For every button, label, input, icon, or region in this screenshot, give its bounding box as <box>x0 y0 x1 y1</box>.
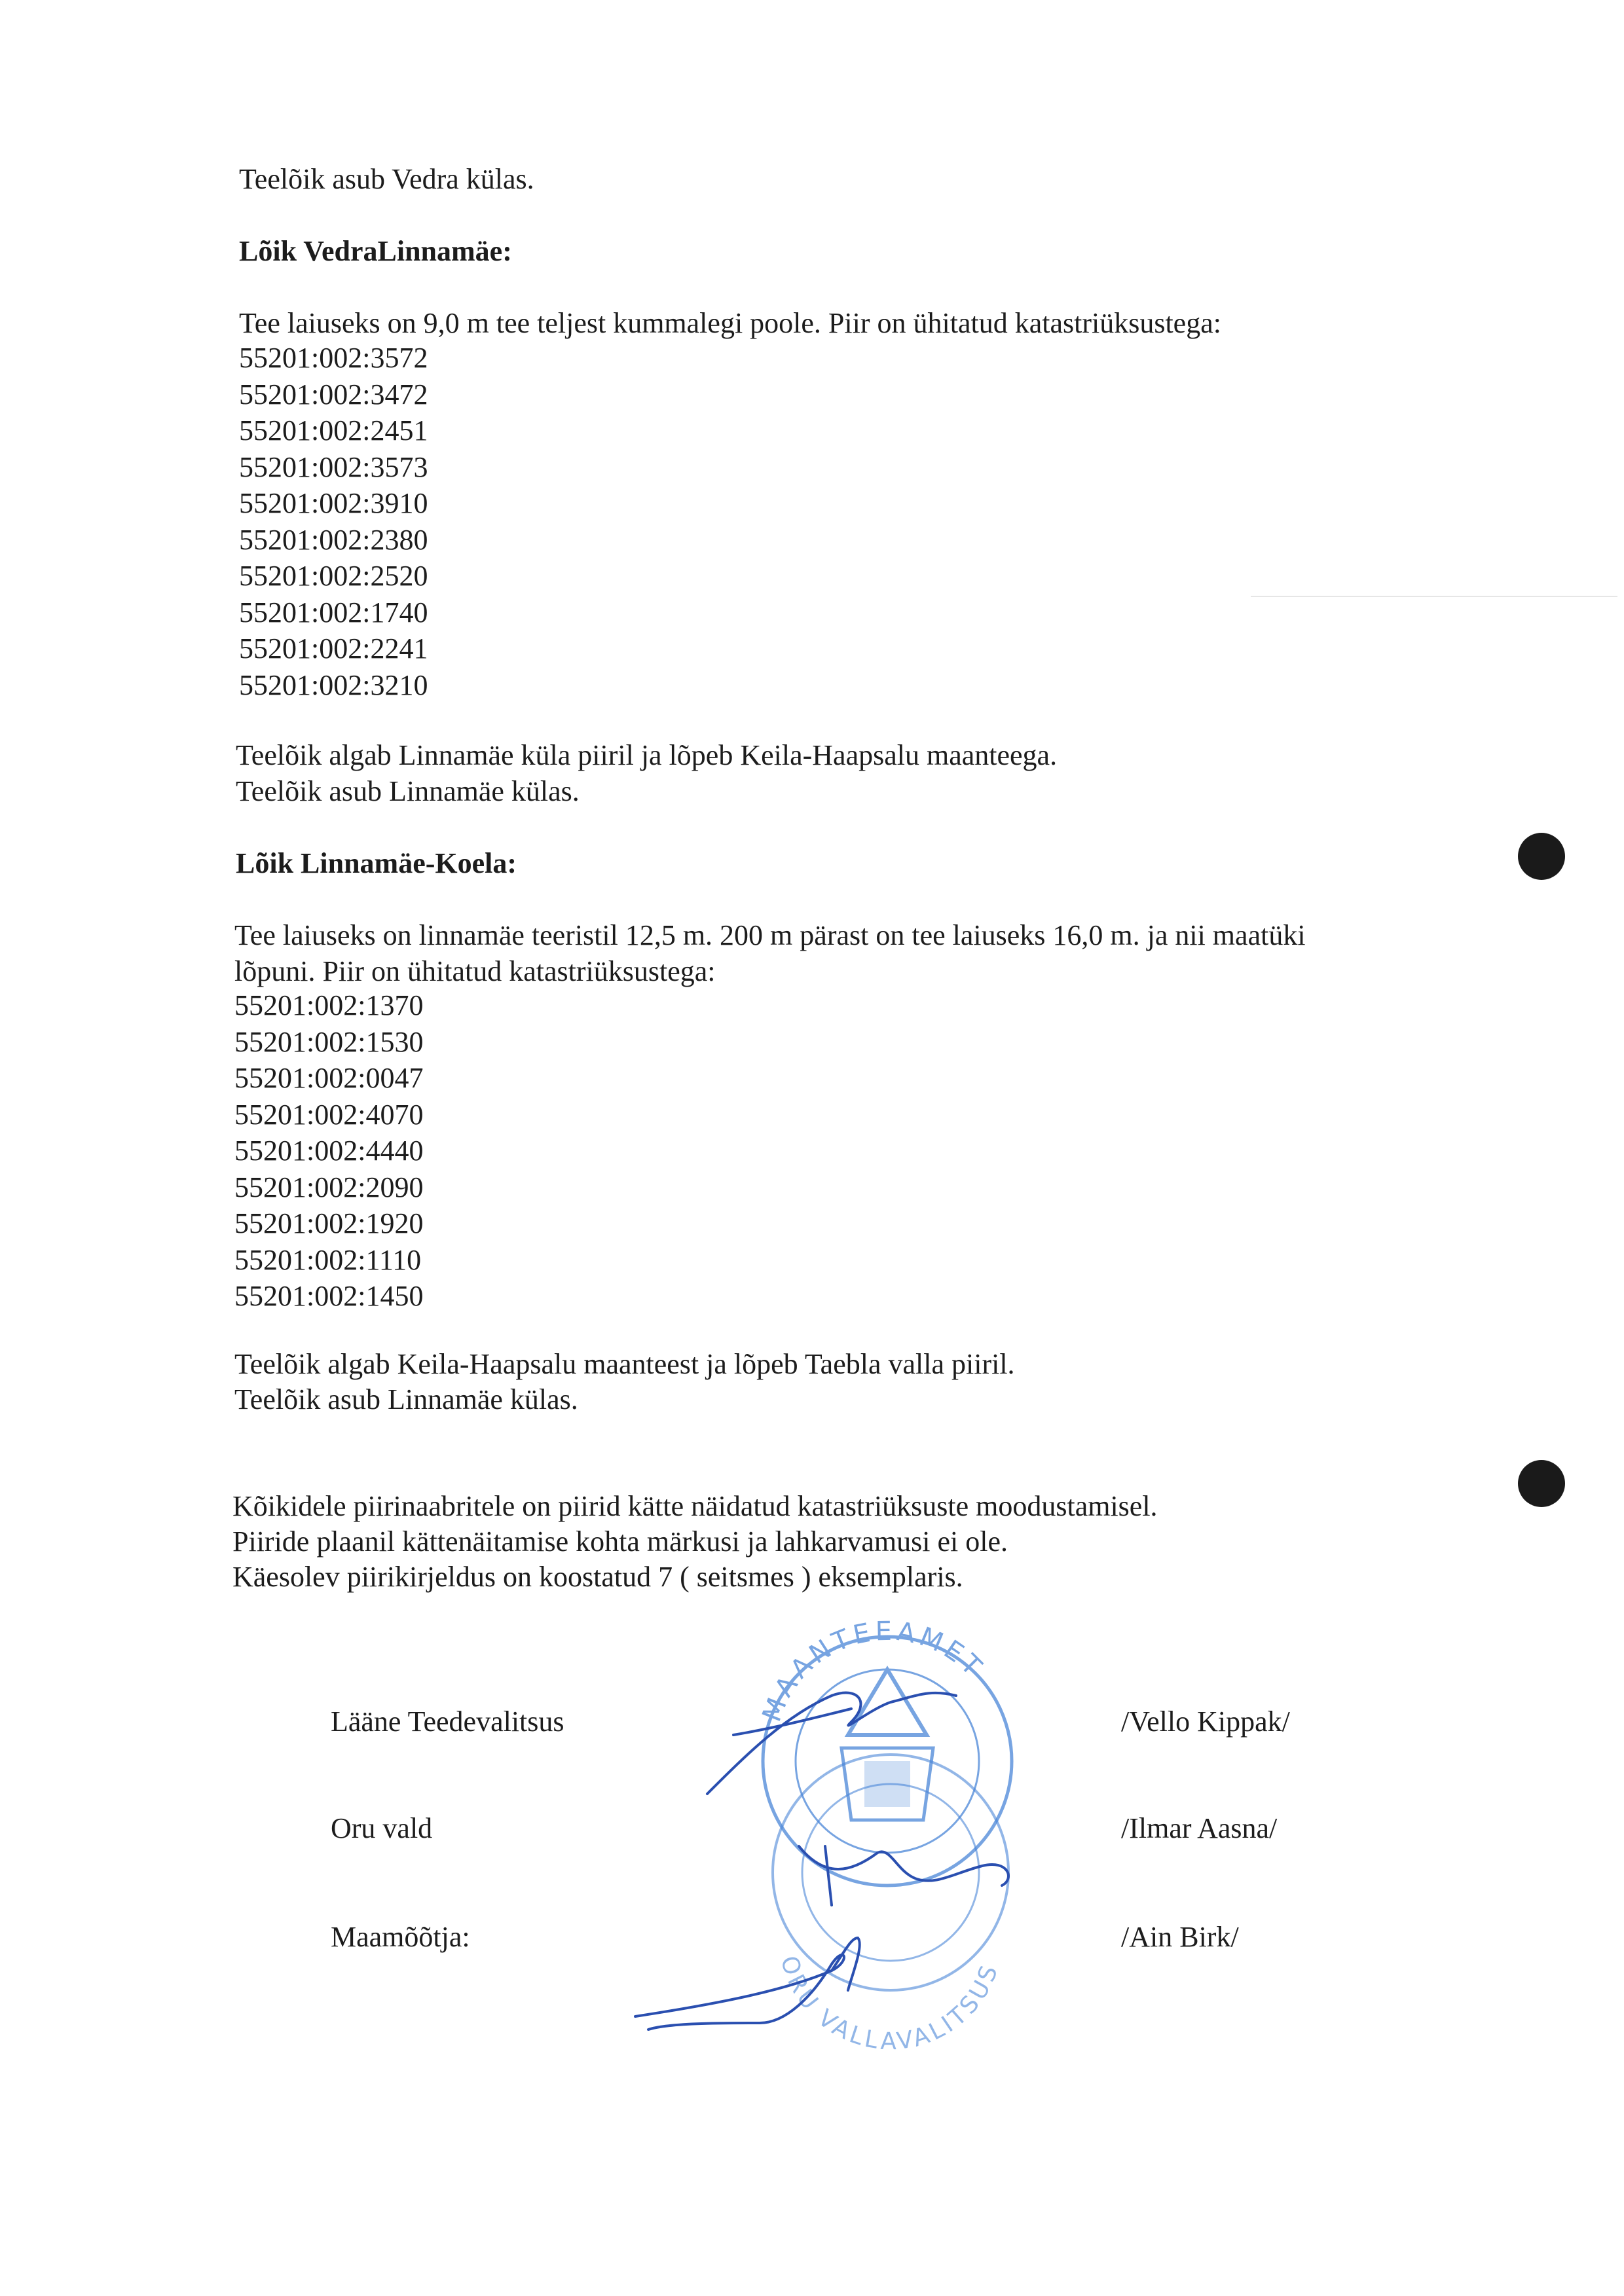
official-stamp-and-signatures <box>616 1597 1087 2069</box>
width-description-koela-2: lõpuni. Piir on ühitatud katastriüksustega: <box>234 955 716 987</box>
punch-hole-mark <box>1518 833 1565 880</box>
signatory-name-3: /Ain Birk/ <box>1121 1921 1239 1953</box>
parcel-id: 55201:002:3210 <box>239 668 428 701</box>
parcel-id: 55201:002:3573 <box>239 450 428 483</box>
parcel-id: 55201:002:3910 <box>239 487 428 519</box>
punch-hole-mark <box>1518 1460 1565 1507</box>
section-heading-linnamae-koela: Lõik Linnamäe-Koela: <box>236 847 517 879</box>
location-line-linnamae-2: Teelõik asub Linnamäe külas. <box>234 1383 578 1415</box>
parcel-id: 55201:002:1920 <box>234 1207 424 1239</box>
closing-line-2: Piiride plaanil kättenäitamise kohta märkusi ja lahkarvamusi ei ole. <box>232 1525 1008 1558</box>
parcel-id: 55201:002:1530 <box>234 1025 424 1058</box>
parcel-list-vedra <box>239 340 428 703</box>
location-line-linnamae-1: Teelõik asub Linnamäe külas. <box>236 775 580 807</box>
handwritten-signatures <box>635 1693 1008 2030</box>
parcel-id: 55201:002:4440 <box>234 1135 424 1167</box>
parcel-id: 55201:002:3472 <box>239 378 428 410</box>
width-description-vedra: Tee laiuseks on 9,0 m tee teljest kummalegi poole. Piir on ühitatud katastriüksustega: <box>239 307 1221 339</box>
width-description-koela-1: Tee laiuseks on linnamäe teeristil 12,5 m. 200 m pärast on tee laiuseks 16,0 m. ja nii maatüki <box>234 919 1306 951</box>
parcel-id: 55201:002:1450 <box>234 1280 424 1312</box>
stamp-emblem-icon <box>841 1669 933 1820</box>
parcel-list-koela <box>234 987 423 1315</box>
parcel-id: 55201:002:2380 <box>239 523 428 556</box>
parcel-id: 55201:002:1110 <box>234 1243 422 1276</box>
location-line-vedra: Teelõik asub Vedra külas. <box>239 163 534 195</box>
signatory-name-1: /Vello Kippak/ <box>1121 1705 1290 1738</box>
svg-text:ORU VALLAVALITSUS <box>775 1953 1005 2055</box>
stamp-bottom-text: ORU VALLAVALITSUS <box>775 1953 1005 2056</box>
parcel-id: 55201:002:3572 <box>239 342 428 374</box>
parcel-id: 55201:002:1740 <box>239 596 428 629</box>
signatory-name-2: /Ilmar Aasna/ <box>1121 1812 1278 1844</box>
parcel-id: 55201:002:2090 <box>234 1171 424 1203</box>
start-end-vedra: Teelõik algab Linnamäe küla piiril ja lõpeb Keila-Haapsalu maanteega. <box>236 739 1058 771</box>
closing-line-3: Käesolev piirikirjeldus on koostatud 7 ( seitsmes ) eksemplaris. <box>232 1561 963 1593</box>
start-end-koela: Teelõik algab Keila-Haapsalu maanteest ja lõpeb Taebla valla piiril. <box>234 1348 1015 1380</box>
signatory-org-3: Maamõõtja: <box>331 1921 470 1953</box>
stamp-top-text: MAANTEEAMET <box>756 1616 990 1726</box>
closing-line-1: Kõikidele piirinaabritele on piirid kätte näidatud katastriüksuste moodustamisel. <box>232 1490 1158 1522</box>
parcel-id: 55201:002:2520 <box>239 560 428 592</box>
parcel-id: 55201:002:0047 <box>234 1062 424 1094</box>
signatory-org-2: Oru vald <box>331 1812 433 1844</box>
parcel-id: 55201:002:4070 <box>234 1098 424 1131</box>
parcel-id: 55201:002:1370 <box>234 989 424 1021</box>
section-heading-vedra-linnamae: Lõik VedraLinnamäe: <box>239 235 512 267</box>
parcel-id: 55201:002:2451 <box>239 414 428 446</box>
signatory-org-1: Lääne Teedevalitsus <box>331 1705 564 1738</box>
scan-line <box>1251 596 1617 597</box>
parcel-id: 55201:002:2241 <box>239 632 428 665</box>
maanteeamet-stamp <box>757 1616 1012 1886</box>
